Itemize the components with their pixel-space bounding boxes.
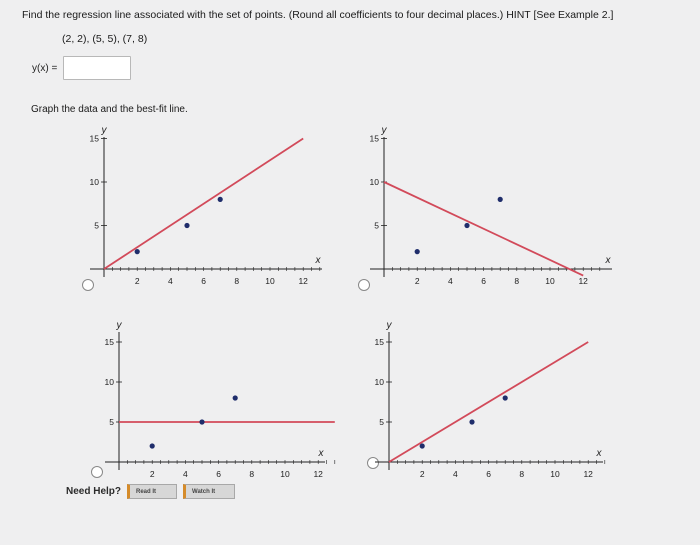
y-tick-label: 15 [374, 337, 384, 347]
y-tick-label: 5 [94, 220, 99, 231]
y-tick-label: 10 [104, 377, 114, 387]
x-tick-label: 8 [514, 276, 520, 286]
x-tick-label: 10 [550, 469, 560, 478]
y-axis-label: y [101, 125, 107, 136]
x-tick-label: 2 [419, 469, 425, 478]
x-tick-label: 8 [234, 276, 240, 286]
y-tick-label: 15 [89, 133, 99, 144]
watch-it-button[interactable]: Watch It [183, 484, 235, 499]
question-text: Find the regression line associated with the set of points. (Round all coefficients to four decimal places.) HINT [See Example 2.] [22, 9, 614, 21]
x-axis-label: x [315, 255, 321, 266]
y-tick-label: 15 [369, 133, 379, 144]
data-point [184, 223, 189, 228]
y-axis-label: y [386, 320, 392, 331]
x-tick-label: 12 [298, 276, 308, 286]
data-point [233, 395, 238, 400]
y-tick-label: 10 [374, 377, 384, 387]
best-fit-line [104, 139, 303, 270]
data-point [420, 443, 425, 448]
x-tick-label: 6 [481, 276, 486, 286]
x-tick-label: 8 [249, 469, 255, 478]
answer-label: y(x) = [32, 62, 58, 74]
x-axis-label: x [605, 255, 611, 266]
data-point [218, 197, 223, 202]
graph-option-3 [85, 318, 355, 478]
x-tick-label: 6 [201, 276, 206, 286]
answer-row [32, 56, 131, 80]
x-tick-label: 4 [183, 469, 188, 478]
x-tick-label: 4 [168, 276, 173, 286]
y-tick-label: 5 [379, 417, 384, 427]
x-tick-label: 10 [545, 276, 555, 286]
best-fit-line [389, 342, 588, 462]
graph-prompt: Graph the data and the best-fit line. [31, 104, 188, 115]
x-tick-label: 12 [583, 469, 593, 478]
y-axis-label: y [116, 320, 122, 331]
y-axis-label: y [381, 125, 387, 136]
x-tick-label: 10 [280, 469, 290, 478]
x-axis-label: x [318, 448, 324, 459]
x-tick-label: 4 [453, 469, 458, 478]
best-fit-line [384, 182, 583, 276]
x-tick-label: 6 [486, 469, 491, 478]
answer-input[interactable] [63, 56, 131, 80]
x-tick-label: 12 [578, 276, 588, 286]
y-tick-label: 5 [109, 417, 114, 427]
y-tick-label: 10 [89, 177, 99, 187]
graph-option-4 [355, 318, 635, 478]
y-tick-label: 15 [104, 337, 114, 347]
x-tick-label: 8 [519, 469, 525, 478]
x-tick-label: 10 [265, 276, 275, 286]
data-point [199, 419, 204, 424]
data-point [150, 443, 155, 448]
y-tick-label: 10 [369, 177, 379, 187]
help-bar [66, 484, 235, 499]
data-point [498, 197, 503, 202]
x-tick-label: 2 [134, 276, 140, 286]
points-list: (2, 2), (5, 5), (7, 8) [62, 33, 148, 45]
x-tick-label: 4 [448, 276, 453, 286]
data-point [464, 223, 469, 228]
need-help-label: Need Help? [66, 486, 122, 497]
x-tick-label: 12 [313, 469, 323, 478]
data-point [135, 249, 140, 254]
data-point [469, 419, 474, 424]
y-tick-label: 5 [374, 220, 379, 231]
graph-option-2 [350, 115, 630, 295]
read-it-button[interactable]: Read It [127, 484, 177, 499]
x-tick-label: 6 [216, 469, 221, 478]
x-axis-label: x [596, 448, 602, 459]
x-tick-label: 2 [414, 276, 420, 286]
graph-option-1 [70, 115, 350, 295]
data-point [503, 395, 508, 400]
data-point [415, 249, 420, 254]
x-tick-label: 2 [149, 469, 155, 478]
